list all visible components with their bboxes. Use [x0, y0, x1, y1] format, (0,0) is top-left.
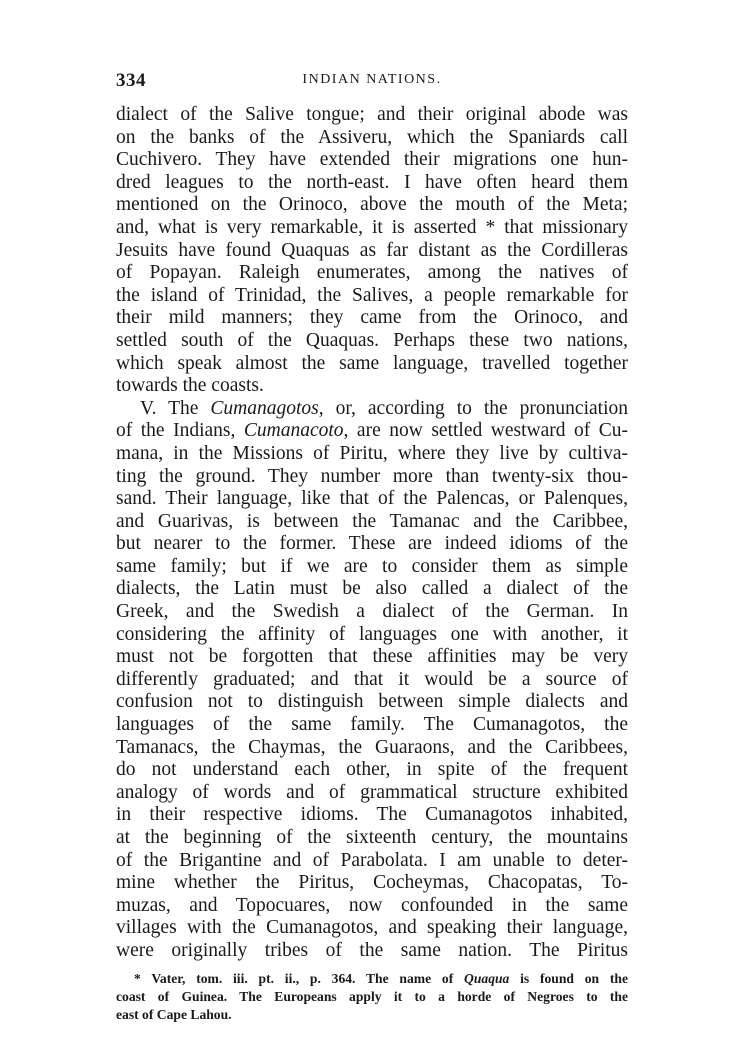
text-run: * Vater, tom. iii. pt. ii., p. 364. The name of: [134, 970, 465, 986]
text-run: of the Indians,: [116, 420, 244, 442]
text-line: must not be forgotten that these affinities may be very: [116, 646, 628, 668]
body-text: [116, 104, 628, 963]
footnote: [116, 970, 628, 1024]
text-line: and, what is very remarkable, it is asserted * that missionary: [116, 216, 628, 238]
tribe-name-italic: Cumanagotos: [210, 397, 319, 419]
text-line: sand. Their language, like that of the Palencas, or Palenques,: [116, 488, 628, 510]
text-line: muzas, and Topocuares, now confounded in the same: [116, 894, 628, 916]
text-line: dialects, the Latin must be also called a dialect of the: [116, 578, 628, 600]
tribe-name-italic: Cumanacoto: [243, 420, 344, 442]
text-run: , or, according to the pronunciation: [318, 397, 628, 419]
text-line: Tamanacs, the Chaymas, the Guaraons, and the Caribbees,: [116, 736, 628, 758]
text-line: towards the coasts.: [116, 375, 264, 397]
text-line: dred leagues to the north-east. I have often heard them: [116, 171, 628, 193]
text-line: and Guarivas, is between the Tamanac and the Caribbee,: [116, 510, 628, 532]
text-line: do not understand each other, in spite of the frequent: [116, 759, 628, 781]
text-line: in their respective idioms. The Cumanagotos inhabited,: [116, 804, 628, 826]
text-run: is found on the: [509, 970, 628, 986]
book-page: [116, 70, 628, 1024]
footnote-italic: Quaqua: [464, 970, 510, 986]
text-line: Cuchivero. They have extended their migrations one hun-: [116, 149, 628, 171]
text-line: villages with the Cumanagotos, and speaking their language,: [116, 917, 628, 939]
text-run: V. The: [140, 397, 211, 419]
text-line: the island of Trinidad, the Salives, a people remarkable for: [116, 284, 628, 306]
text-line: mine whether the Piritus, Cocheymas, Chacopatas, To-: [116, 872, 628, 894]
page-number: 334: [116, 70, 146, 91]
running-title: INDIAN NATIONS.: [302, 72, 442, 87]
text-line: at the beginning of the sixteenth century, the mountains: [116, 827, 628, 848]
text-line: confusion not to distinguish between simple dialects and: [116, 691, 628, 713]
text-line: their mild manners; they came from the Orinoco, and: [116, 307, 628, 329]
text-line: languages of the same family. The Cumanagotos, the: [116, 714, 628, 736]
text-line: on the banks of the Assiveru, which the Spaniards call: [116, 126, 628, 148]
text-line: of Popayan. Raleigh enumerates, among the natives of: [116, 262, 628, 284]
text-line: which speak almost the same language, travelled together: [116, 352, 628, 374]
text-line: ting the ground. They number more than twenty-six thou-: [116, 465, 628, 487]
text-line: of the Brigantine and of Parabolata. I am unable to deter-: [116, 849, 628, 871]
text-line: same family; but if we are to consider them as simple: [116, 555, 628, 577]
text-line: but nearer to the former. These are indeed idioms of the: [116, 533, 628, 555]
text-line: mana, in the Missions of Piritu, where they live by cultiva-: [116, 442, 628, 464]
text-line: differently graduated; and that it would be a source of: [116, 668, 628, 690]
text-line: [116, 420, 628, 443]
text-line: Greek, and the Swedish a dialect of the German. In: [116, 601, 628, 623]
text-line: were originally tribes of the same nation. The Piritus: [116, 939, 628, 961]
text-run: , are now settled westward of Cu-: [343, 420, 628, 442]
text-line: analogy of words and of grammatical structure exhibited: [116, 781, 628, 803]
footnote-line: [116, 970, 628, 988]
text-line: Jesuits have found Quaquas as far distant as the Cordilleras: [116, 239, 628, 261]
text-line: settled south of the Quaquas. Perhaps these two nations,: [116, 329, 628, 351]
text-line: dialect of the Salive tongue; and their original abode was: [116, 104, 628, 125]
text-line: mentioned on the Orinoco, above the mouth of the Meta;: [116, 194, 628, 216]
running-head: [116, 70, 628, 92]
footnote-line: east of Cape Lahou.: [116, 1006, 232, 1022]
section-v-heading-line: [116, 398, 628, 421]
footnote-line: coast of Guinea. The Europeans apply it to a horde of Negroes to the: [116, 988, 628, 1004]
text-line: considering the affinity of languages one with another, it: [116, 623, 628, 645]
